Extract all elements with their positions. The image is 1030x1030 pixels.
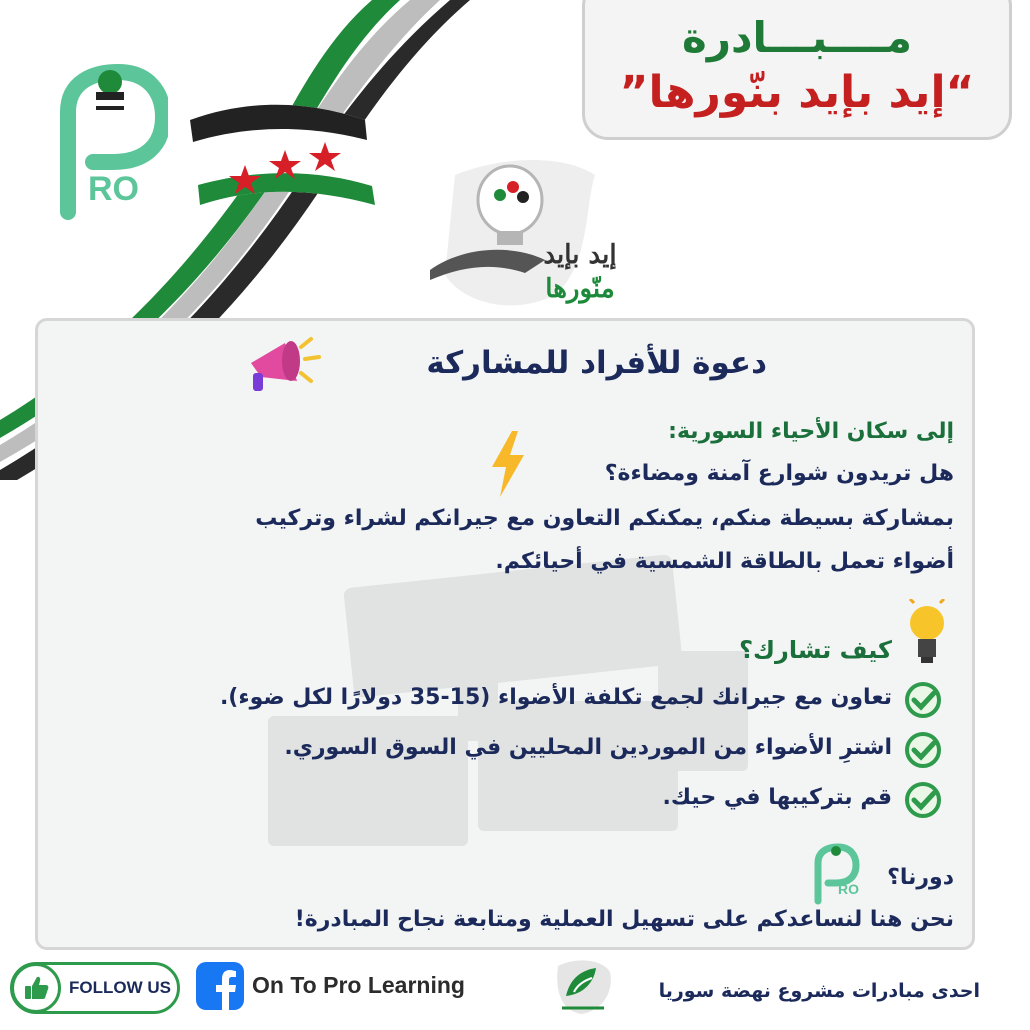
title-initiative-name: “إيد بإيد بنّورها” — [619, 67, 975, 118]
card-heading: دعوة للأفراد للمشاركة — [426, 345, 767, 381]
invitation-card — [35, 318, 975, 950]
check-circle-icon — [904, 781, 942, 819]
step-item: اشترِ الأضواء من الموردين المحليين في السوق السوري. — [284, 735, 892, 760]
body-line-2: أضواء تعمل بالطاقة الشمسية في أحيائكم. — [495, 549, 954, 574]
follow-us-label: FOLLOW US — [69, 978, 171, 997]
initiative-logo-line2: منّورها — [545, 274, 615, 304]
initiative-logo-line1: إيد بإيد — [543, 240, 617, 270]
step-item: قم بتركيبها في حيك. — [662, 785, 892, 810]
facebook-icon[interactable] — [196, 962, 244, 1010]
thumbs-up-icon — [22, 974, 50, 1002]
check-circle-icon — [904, 731, 942, 769]
initiative-note: احدى مبادرات مشروع نهضة سوريا — [658, 980, 980, 1002]
our-role-title: دورنا؟ — [887, 865, 954, 890]
pro-logo-text: RO — [88, 170, 139, 208]
lightning-icon — [488, 431, 528, 497]
check-circle-icon — [904, 681, 942, 719]
pro-logo-small-text: RO — [838, 881, 859, 897]
addressee-line: إلى سكان الأحياء السورية: — [668, 419, 954, 444]
question-line: هل تريدون شوارع آمنة ومضاءة؟ — [604, 461, 954, 486]
syria-renaissance-logo — [548, 956, 618, 1018]
how-to-participate-title: كيف تشارك؟ — [739, 636, 892, 664]
our-role-text: نحن هنا لنساعدكم على تسهيل العملية ومتابعة نجاح المبادرة! — [294, 907, 954, 932]
step-item: تعاون مع جيرانك لجمع تكلفة الأضواء (15-35 دولارًا لكل ضوء). — [219, 685, 892, 710]
lightbulb-icon — [906, 599, 948, 673]
megaphone-icon — [243, 329, 323, 401]
body-line-1: بمشاركة بسيطة منكم، يمكنكم التعاون مع جيرانكم لشراء وتركيب — [255, 506, 954, 531]
title-initiative-word: مــــبـــادرة — [682, 13, 912, 62]
facebook-page-name[interactable]: On To Pro Learning — [252, 972, 465, 998]
follow-us-button[interactable] — [10, 962, 180, 1014]
title-box — [582, 0, 1012, 140]
thumbs-up-badge — [11, 963, 61, 1013]
